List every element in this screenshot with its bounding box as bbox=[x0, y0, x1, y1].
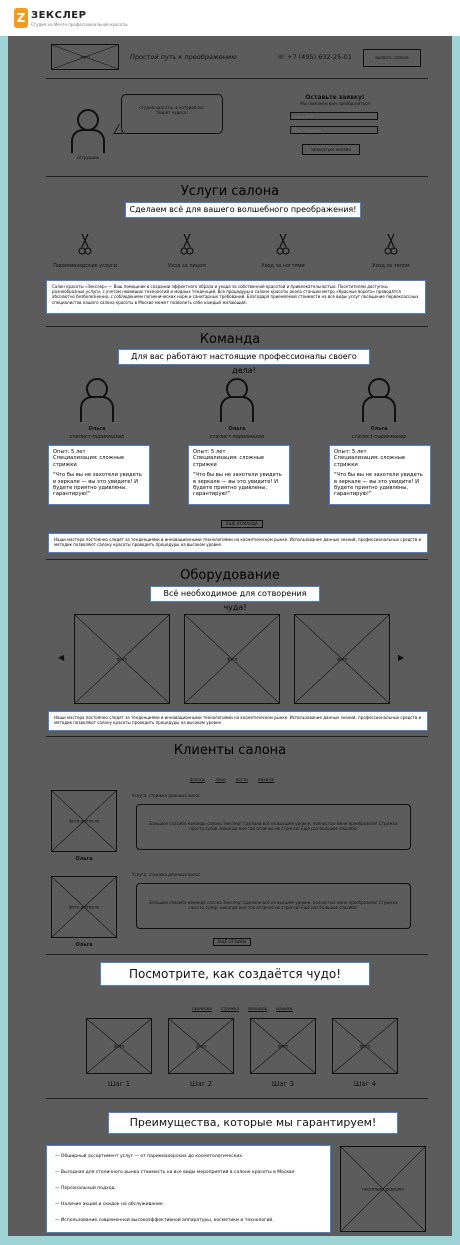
team-member-name: Ольга bbox=[370, 426, 388, 432]
team-card-experience: Опыт: 5 лет bbox=[334, 449, 367, 455]
process-banner: Посмотрите, как создаётся чудо! bbox=[100, 962, 370, 986]
client-photo-label: фото до/после bbox=[68, 818, 100, 824]
service-item-nails[interactable]: Уход за ногтями bbox=[261, 263, 305, 269]
form-title: Оставьте заявку! bbox=[305, 94, 365, 101]
advantage-item: — Использование современной высокоэффективной аппаратуры, косметики и технологий. bbox=[55, 1218, 274, 1223]
advantages-photo bbox=[340, 1146, 426, 1232]
team-member-role: стилист-парикмахер bbox=[351, 434, 407, 440]
process-filter-bar bbox=[192, 995, 312, 1014]
process-filter-link[interactable]: прически bbox=[192, 1006, 212, 1011]
header-phone[interactable]: +7 (495) 632-25-01 bbox=[287, 53, 352, 61]
step-photo bbox=[168, 1018, 234, 1074]
client-photo bbox=[51, 790, 117, 852]
divider bbox=[46, 326, 428, 327]
call-salon-button[interactable]: вызвать салона bbox=[363, 49, 421, 67]
client-service: Услуга: стрижка длинных волос bbox=[132, 793, 201, 798]
avatar bbox=[77, 109, 99, 131]
team-member-name: Ольга bbox=[228, 426, 246, 432]
carousel-prev-arrow[interactable]: ◀ bbox=[58, 653, 65, 662]
review-text: Большое спасибо команде салона Зекслер! Сделали всё на высшем уровне, полностью меня преобразили! Стрижка просто супер, никогда мне так отлично не стригли! Ещё раз большое спасибо! bbox=[149, 900, 398, 910]
equipment-photo[interactable] bbox=[184, 614, 280, 704]
speech-bubble bbox=[121, 94, 223, 134]
review-text: Большое спасибо команде салона Зекслер! Сделали всё на высшем уровне, полностью меня преобразили! Стрижка просто супер, никогда мне так отлично не стригли! Ещё раз большое спасибо! bbox=[149, 821, 398, 831]
equipment-photo[interactable] bbox=[294, 614, 390, 704]
client-photo-label: фото до/после bbox=[68, 904, 100, 910]
equipment-photo-label: фото bbox=[336, 656, 348, 662]
equipment-description: Наши мастера постоянно следят за тенденциями и инновационными технологиями на косметическом рынке. Использование данных знаний, профессиональных средств и методик позволяют салону красоты проводить процедуры на высоком уровне. bbox=[48, 711, 428, 731]
equipment-title: Оборудование bbox=[180, 568, 280, 583]
scissors-icon bbox=[180, 232, 194, 256]
scissors-icon bbox=[78, 232, 92, 256]
client-service: Услуга: стрижка длинных волос bbox=[132, 872, 201, 877]
divider bbox=[46, 736, 428, 737]
name-input[interactable] bbox=[290, 112, 378, 120]
logo-placeholder-label: лого bbox=[80, 54, 90, 60]
step-photo bbox=[332, 1018, 398, 1074]
avatar-body bbox=[71, 129, 105, 153]
more-reviews-button[interactable]: ЕЩЁ ОТЗЫВЫ bbox=[213, 938, 251, 946]
step-label: Шаг 2 bbox=[189, 1080, 213, 1088]
step-photo-label: фото bbox=[195, 1043, 207, 1049]
review-bubble bbox=[136, 804, 411, 850]
team-avatar-body bbox=[80, 396, 114, 422]
service-item-hair[interactable]: Парикмахерские услуги bbox=[53, 263, 117, 269]
team-card-quote: "Что бы вы не захотели увидеть в зеркале — вы это увидите! И будете приятно удивлены, гарантирую!" bbox=[53, 472, 142, 498]
team-card-quote: "Что бы вы не захотели увидеть в зеркале — вы это увидите! И будете приятно удивлены, гарантирую!" bbox=[193, 472, 282, 498]
team-card-specialization: Специализация: сложные стрижки bbox=[193, 455, 265, 468]
speech-bubble-text: студия красоты, в которой вас творят чудеса! bbox=[139, 105, 205, 115]
clients-title: Клиенты салона bbox=[173, 743, 287, 758]
step-photo-label: фото bbox=[113, 1043, 125, 1049]
client-photo bbox=[51, 876, 117, 938]
team-card-experience: Опыт: 5 лет bbox=[193, 449, 226, 455]
client-filter-link[interactable]: макияж bbox=[257, 777, 275, 782]
divider bbox=[46, 559, 428, 560]
team-member-role: стилист-парикмахер bbox=[209, 434, 265, 440]
clients-filter-bar bbox=[190, 766, 310, 785]
step-photo-label: фото bbox=[277, 1043, 289, 1049]
advantages-list bbox=[46, 1145, 331, 1233]
step-photo-label: фото bbox=[359, 1043, 371, 1049]
step-label: Шаг 1 bbox=[107, 1080, 131, 1088]
team-member-role: стилист-парикмахер bbox=[69, 434, 125, 440]
equipment-banner: Всё необходимое для сотворения чуда! bbox=[150, 586, 320, 602]
submit-button[interactable]: записаться онлайн bbox=[302, 144, 360, 155]
wireframe-page bbox=[8, 36, 452, 1236]
more-team-button[interactable]: ЕЩЁ КОМАНДА bbox=[221, 520, 263, 528]
service-item-face[interactable]: Уход за лицом bbox=[167, 263, 207, 269]
step-label: Шаг 4 bbox=[353, 1080, 377, 1088]
divider bbox=[46, 78, 428, 79]
phone-input[interactable] bbox=[290, 126, 378, 134]
step-photo bbox=[250, 1018, 316, 1074]
advantage-item: — Наличие акций и скидок на обслуживание. bbox=[55, 1202, 165, 1207]
phone-icon: ☏ bbox=[277, 53, 286, 61]
carousel-next-arrow[interactable]: ▶ bbox=[398, 653, 405, 662]
equipment-photo-label: фото bbox=[116, 656, 128, 662]
client-name: Ольга bbox=[75, 942, 93, 948]
services-banner: Сделаем всё для вашего волшебного преображения! bbox=[125, 202, 361, 218]
team-card-specialization: Специализация: сложные стрижки bbox=[53, 455, 125, 468]
logo-placeholder bbox=[51, 44, 119, 70]
divider bbox=[46, 1098, 428, 1099]
step-label: Шаг 3 bbox=[271, 1080, 295, 1088]
team-card bbox=[329, 445, 431, 505]
team-card bbox=[48, 445, 150, 505]
team-card bbox=[188, 445, 290, 505]
advantage-item: — Обширный ассортимент услуг — от парикмахерских до косметологических. bbox=[55, 1154, 244, 1159]
services-title: Услуги салона bbox=[180, 184, 280, 199]
advantages-photo-label: несколько девушки bbox=[362, 1186, 404, 1192]
step-photo bbox=[86, 1018, 152, 1074]
process-filter-link[interactable]: стрижка bbox=[220, 1006, 240, 1011]
team-card-experience: Опыт: 5 лет bbox=[53, 449, 86, 455]
advantages-banner: Преимущества, которые мы гарантируем! bbox=[108, 1112, 398, 1134]
divider bbox=[46, 954, 428, 955]
client-filter-link[interactable]: волосы bbox=[190, 777, 206, 782]
advantage-item: — Выгодная для столичного рынка стоимость на все виды мероприятий в салоне красоты в Москве bbox=[55, 1170, 295, 1175]
team-banner: Для вас работают настоящие профессионалы своего дела! bbox=[118, 349, 370, 365]
team-avatar-body bbox=[362, 396, 396, 422]
brand-name[interactable]: ЗЕКСЛЕР bbox=[31, 10, 87, 21]
process-filter-link[interactable]: маникюр bbox=[248, 1006, 268, 1011]
avatar-caption: сотрудник bbox=[76, 155, 100, 160]
equipment-photo-label: фото bbox=[226, 656, 238, 662]
scissors-icon bbox=[384, 232, 398, 256]
form-subtitle: Мы поможем вам преобразиться bbox=[300, 101, 370, 106]
team-title: Команда bbox=[199, 332, 261, 347]
logo-mark[interactable]: Z bbox=[14, 8, 28, 28]
brand-subtitle: Студия на Мечте профессиональной красоты bbox=[31, 22, 128, 27]
scissors-icon bbox=[276, 232, 290, 256]
client-filter-link[interactable]: лицо bbox=[215, 777, 226, 782]
team-member-name: Ольга bbox=[88, 426, 106, 432]
header-slogan: Простой путь к преображению bbox=[130, 53, 237, 61]
team-card-specialization: Специализация: сложные стрижки bbox=[334, 455, 406, 468]
process-filter-link[interactable]: макияж bbox=[276, 1006, 293, 1011]
team-description: Наши мастера постоянно следят за тенденциями и инновационными технологиями на косметическом рынке. Использование данных знаний, профессиональных средств и методик позволяют салону красоты проводить процедуры на высоком уровне. bbox=[48, 533, 428, 553]
divider bbox=[46, 176, 428, 177]
team-avatar-body bbox=[220, 396, 254, 422]
team-card-quote: "Что бы вы не захотели увидеть в зеркале — вы это увидите! И будете приятно удивлены, гарантирую!" bbox=[334, 472, 423, 498]
equipment-photo[interactable] bbox=[74, 614, 170, 704]
services-description: Салон красоты «Зекслер» — Ваш помощник в создании эффектного образа и ухода за собственной красотой и привлекательностью. Посетителям доступны разнообразные услуги, с учетом новейших технологий и модных тенденций. Все процедуры в салоне красоты около станции метро «Красные ворота» проводятся абсолютно безболезненно, с соблюдением гигиенических норм и санитарных требований. Благодаря приемлемой стоимости на все виды услуг посещение первоклассных специалистов нашего салона красоты в Москве может позволить себе каждый желающий. bbox=[46, 280, 426, 314]
review-bubble bbox=[136, 883, 411, 929]
service-item-body[interactable]: Уход за телом bbox=[372, 263, 410, 269]
client-name: Ольга bbox=[75, 856, 93, 862]
client-filter-link[interactable]: ногти bbox=[235, 777, 248, 782]
advantage-item: — Персональный подход. bbox=[55, 1186, 117, 1191]
